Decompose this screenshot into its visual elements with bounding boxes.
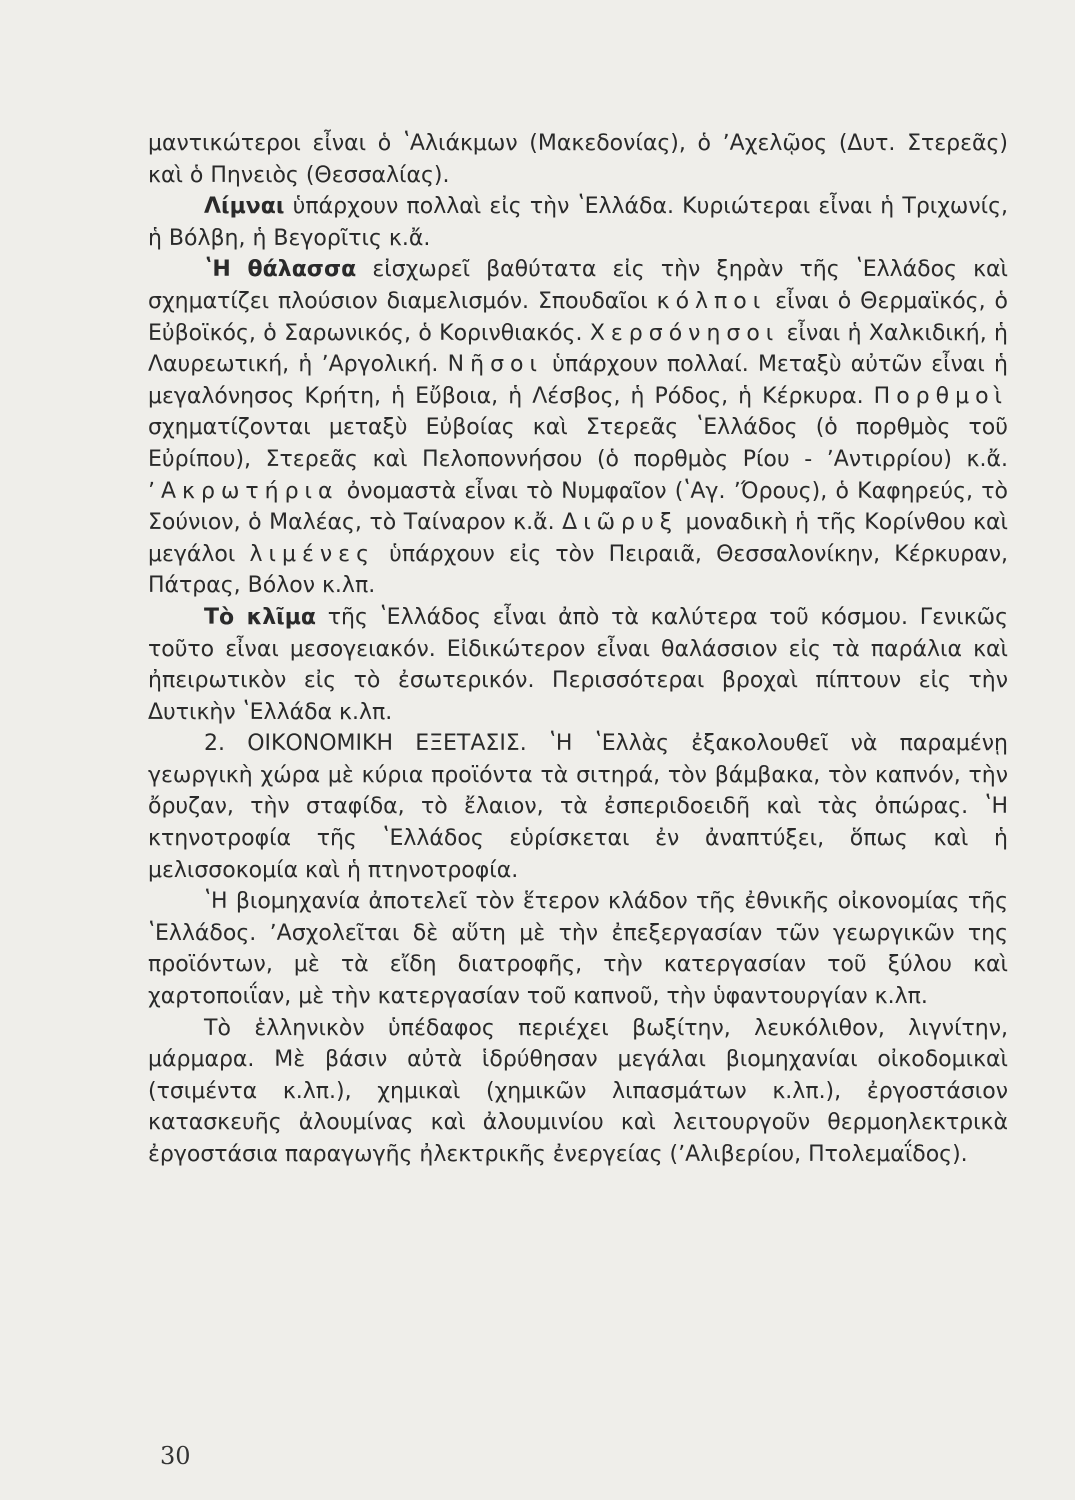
paragraph-sea xyxy=(148,254,1008,602)
section-heading-economy: 2. ΟΙΚΟΝΟΜΙΚΗ ΕΞΕΤΑΣΙΣ. xyxy=(204,731,527,757)
economy-text: ʽΗ ʽΕλλὰς ἐξακολουθεῖ νὰ παραμένῃ γεωργικὴ χώρα μὲ κύρια προϊόντα τὰ σιτηρά, τὸν βάμβακα, τὸν καπνόν, τὴν ὄρυζαν, τὴν σταφίδα, τὸ ἔλαιον, τὰ ἐσπεριδοειδῆ καὶ τὰς ὀπώρας. ʽΗ κτηνοτροφία τῆς ʽΕλλάδος εὑρίσκεται ἐν ἀναπτύξει, ὅπως καὶ ἡ μελισσοκομία καὶ ἡ πτηνοτροφία. xyxy=(148,731,1008,883)
term-capes: ʼΑκρωτήρια xyxy=(148,478,339,504)
page-number: 30 xyxy=(160,1442,191,1470)
paragraph-subsoil: Τὸ ἑλληνικὸν ὑπέδαφος περιέχει βωξίτην, λευκόλιθον, λιγνίτην, μάρμαρα. Μὲ βάσιν αὐτὰ ἱδρύθησαν μεγάλαι βιομηχανίαι οἰκοδομικαὶ (τσιμέντα κ.λπ.), χημικαὶ (χημικῶν λιπασμάτων κ.λπ.), ἐργοστάσιον κατασκευῆς ἀλουμίνας καὶ ἀλουμινίου καὶ λειτουργοῦν θερμοηλεκτρικὰ ἐργοστάσια παραγωγῆς ἠλεκτρικῆς ἐνεργείας (ʼΑλιβερίου, Πτολεμαΐδος). xyxy=(148,1015,1008,1167)
sea-text-6: ὀνομαστὰ εἶναι τὸ Νυμφαῖον (ʽΑγ. ʼΌρους), ὁ Καφηρεύς, τὸ Σούνιον, ὁ Μαλέας, τὸ Ταίναρον κ.ἄ. xyxy=(148,478,1008,536)
paragraph-industry: ʽΗ βιομηχανία ἀποτελεῖ τὸν ἕτερον κλάδον τῆς ἐθνικῆς οἰκονομίας τῆς ʽΕλλάδος. ʼΑσχολεῖται δὲ αὕτη μὲ τὴν ἐπεξεργασίαν τῶν γεωργικῶν της προϊόντων, μὲ τὰ εἴδη διατροφῆς, τὴν κατεργασίαν τοῦ ξύλου καὶ χαρτοποιΐαν, μὲ τὴν κατεργασίαν τοῦ καπνοῦ, τὴν ὑφαντουργίαν κ.λπ. xyxy=(148,889,1008,1010)
term-islands: Νῆσοι xyxy=(447,352,543,378)
sea-text-4: ὑπάρχουν πολλαί. Μεταξὺ αὐτῶν εἶναι ἡ μεγαλόνησος Κρήτη, ἡ Εὔβοια, ἡ Λέσβος, ἡ Ρόδος, ἡ Κέρκυρα. xyxy=(148,352,1008,409)
term-ports: λιμένες xyxy=(249,541,375,567)
term-straits: Πορθμοὶ xyxy=(873,383,1008,409)
paragraph-rivers: μαντικώτεροι εἶναι ὁ ʽΑλιάκμων (Μακεδονίας), ὁ ʼΑχελῷος (Δυτ. Στερεᾶς) καὶ ὁ Πηνειὸς (Θεσσαλίας). xyxy=(148,131,1008,188)
sea-text-5: σχηματίζονται μεταξὺ Εὐβοίας καὶ Στερεᾶς ʽΕλλάδος (ὁ πορθμὸς τοῦ Εὐρίπου), Στερεᾶς καὶ Πελοποννήσου (ὁ πορθμὸς Ρίου - ʼΑντιρρίου) κ.ἄ. xyxy=(148,415,1008,472)
paragraph-lakes xyxy=(148,191,1008,254)
lakes-text: ὑπάρχουν πολλαὶ εἰς τὴν ʽΕλλάδα. Κυριώτεραι εἶναι ἡ Τριχωνίς, ἡ Βόλβη, ἡ Βεγορῖτις κ.ἄ. xyxy=(148,194,1008,251)
climate-heading: Τὸ κλῖμα xyxy=(204,604,317,630)
sea-text-1: εἰσχωρεῖ βαθύτατα εἰς τὴν ξηρὰν τῆς ʽΕλλάδος καὶ σχηματίζει πλούσιον διαμελισμόν. Σπουδαῖοι xyxy=(148,257,1009,314)
paragraph-climate xyxy=(148,602,1008,728)
term-peninsulas: Χερσόνησοι xyxy=(589,320,780,346)
sea-text-8: ὑπάρχουν εἰς τὸν Πειραιᾶ, Θεσσαλονίκην, Κέρκυραν, Πάτρας, Βόλον κ.λπ. xyxy=(148,541,1009,599)
lakes-heading: Λίμναι xyxy=(204,194,285,220)
page-text xyxy=(148,128,1008,1171)
sea-heading: ʽΗ θάλασσα xyxy=(204,257,357,283)
term-gulfs: κόλποι xyxy=(656,288,767,314)
sea-text-7: μοναδικὴ ἡ τῆς Κορίνθου καὶ μεγάλοι xyxy=(148,510,1008,567)
climate-text: τῆς ʽΕλλάδος εἶναι ἀπὸ τὰ καλύτερα τοῦ κόσμου. Γενικῶς τοῦτο εἶναι μεσογειακόν. Εἰδικώτερον εἶναι θαλάσσιον εἰς τὰ παράλια καὶ ἠπειρωτικὸν εἰς τὸ ἐσωτερικόν. Περισσότεραι βροχαὶ πίπτουν εἰς τὴν Δυτικὴν ʽΕλλάδα κ.λπ. xyxy=(148,604,1008,725)
paragraph-economy xyxy=(148,728,1008,886)
term-canal: Διῶρυξ xyxy=(562,510,679,536)
sea-text-2: εἶναι ὁ Θερμαϊκός, ὁ Εὐβοϊκός, ὁ Σαρωνικός, ὁ Κορινθιακός. xyxy=(148,288,1008,346)
sea-text-3: εἶναι ἡ Χαλκιδική, ἡ Λαυρεωτική, ἡ ʼΑργολική. xyxy=(148,320,1008,378)
